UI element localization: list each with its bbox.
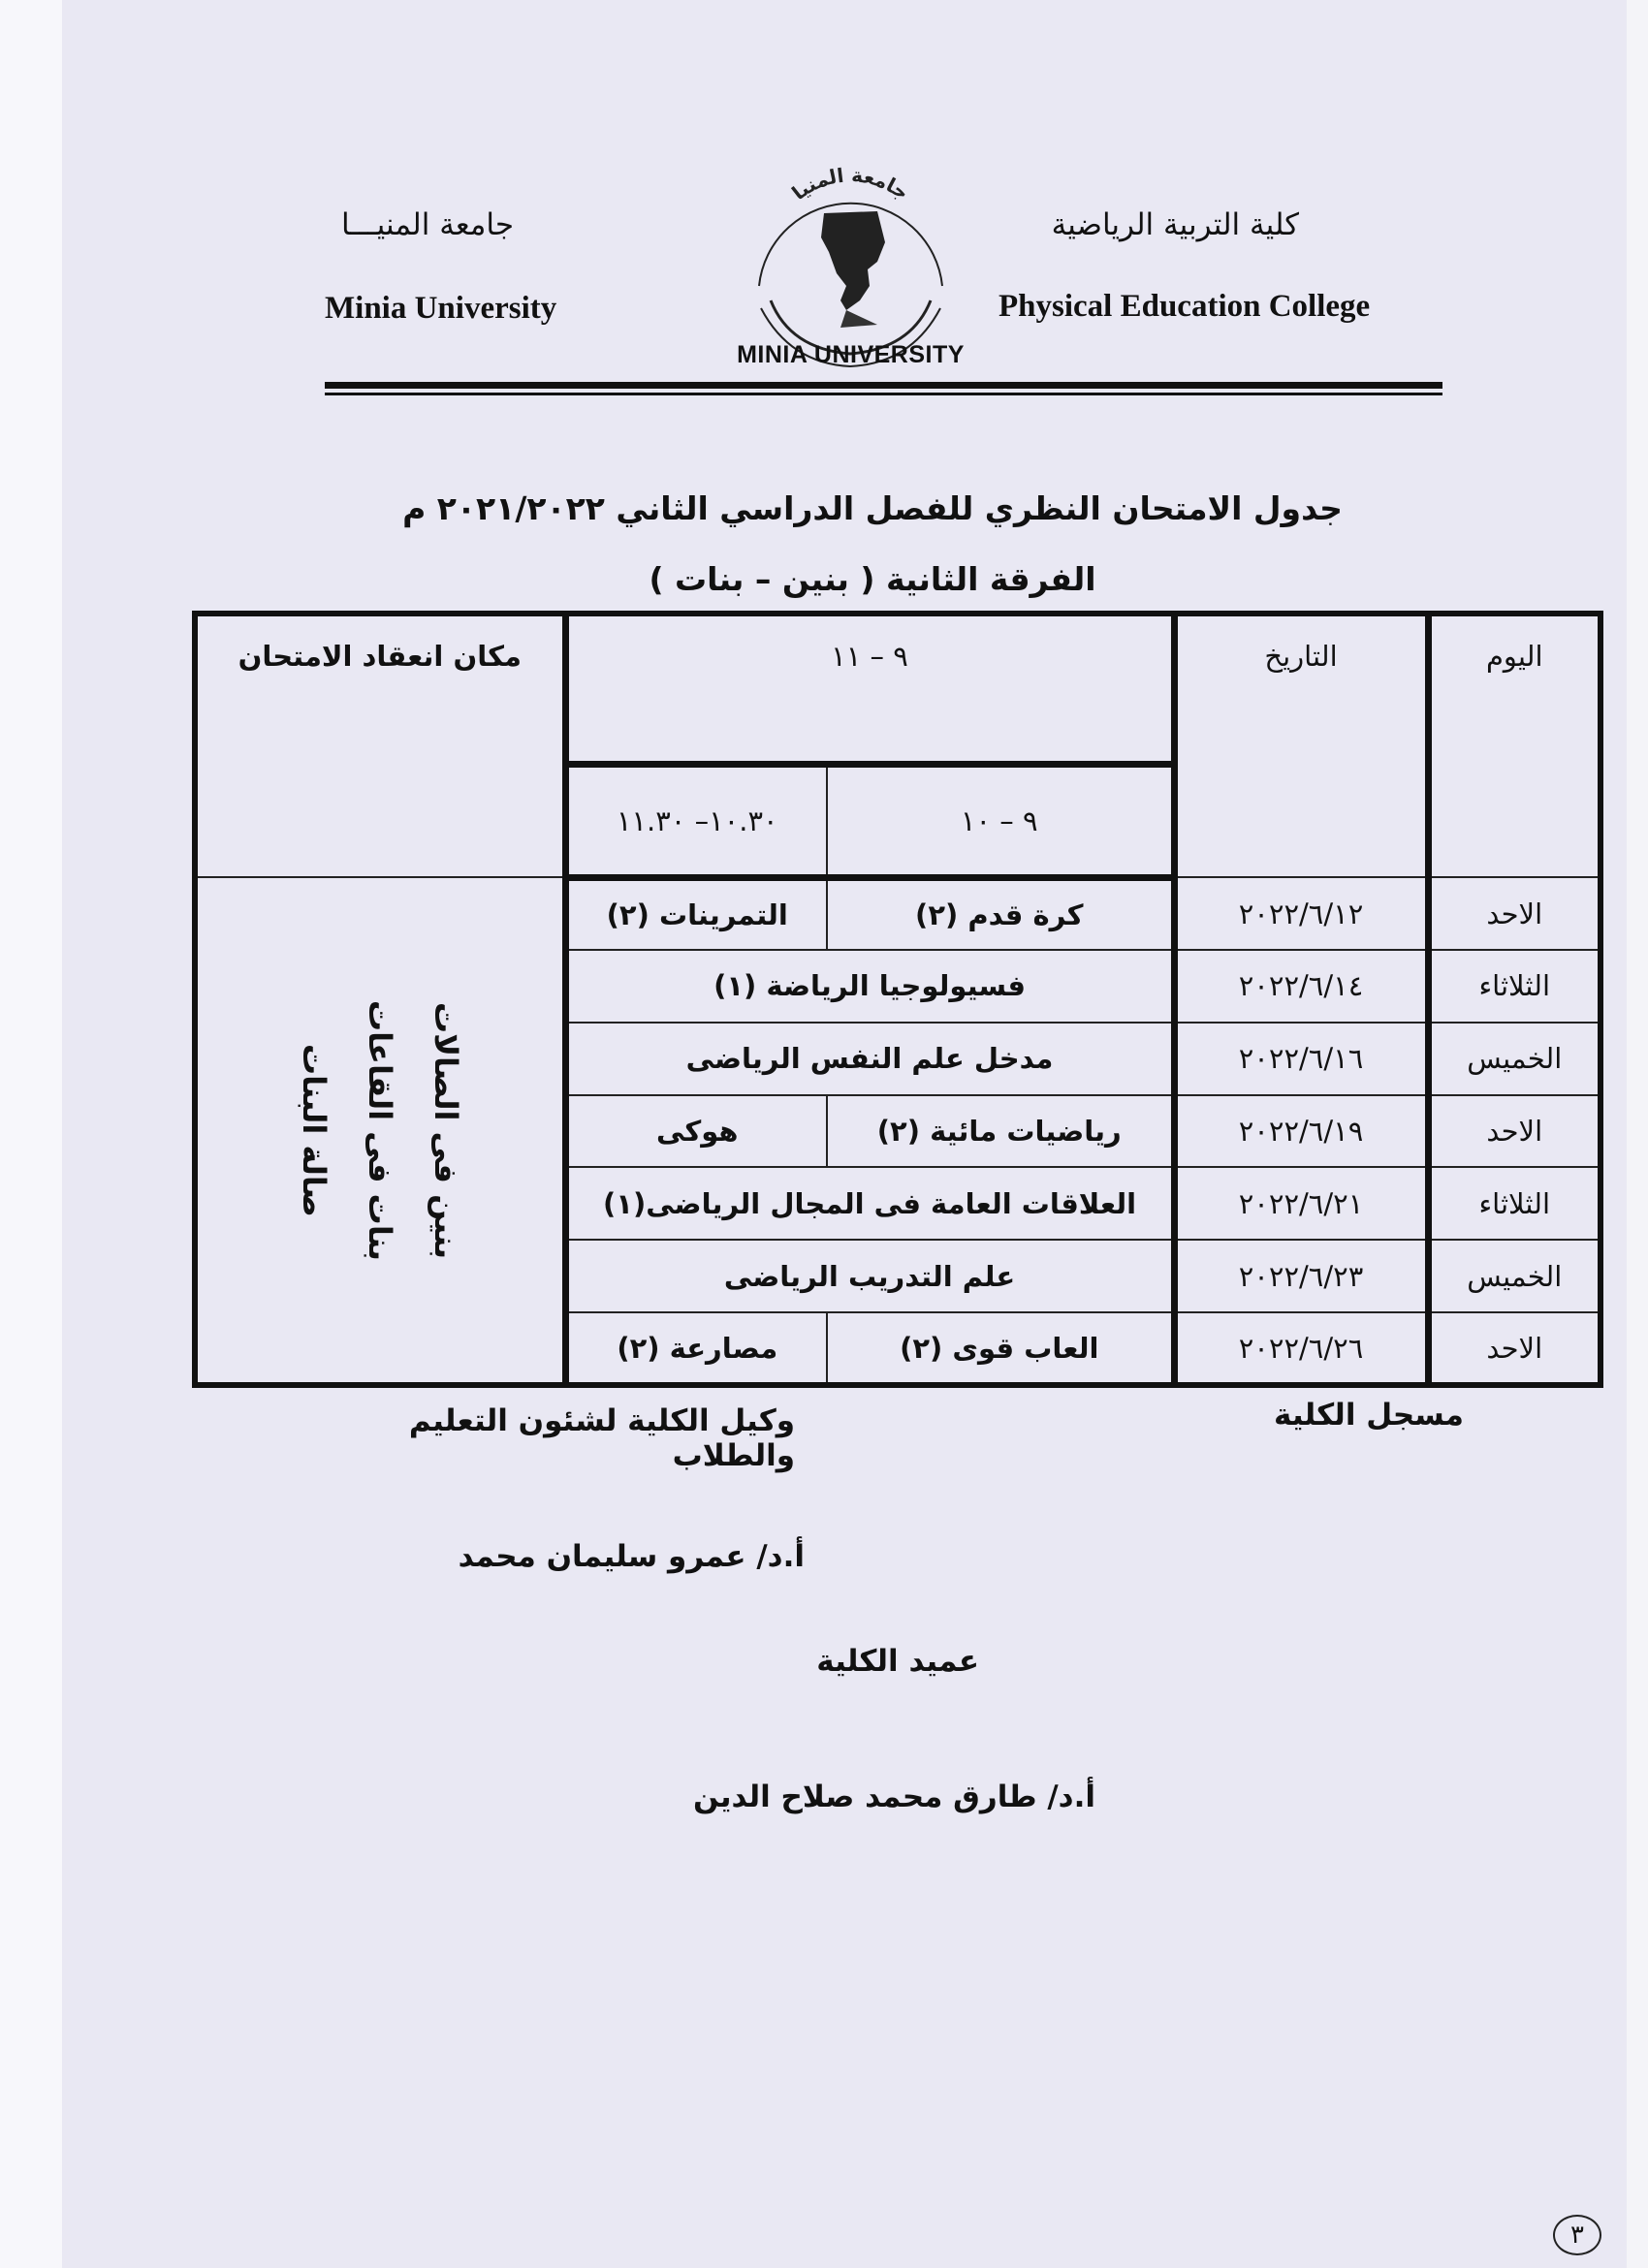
page-subtitle: الفرقة الثانية ( بنين – بنات ) — [649, 560, 1096, 598]
cell-date: ٢٠٢٢/٦/١٩ — [1174, 1095, 1428, 1168]
cell-date: ٢٠٢٢/٦/١٢ — [1174, 877, 1428, 950]
cell-day: الخميس — [1428, 1023, 1600, 1095]
logo-caption: MINIA UNIVERSITY — [737, 341, 965, 368]
cell-day: الاحد — [1428, 877, 1600, 950]
page-title: جدول الامتحان النظري للفصل الدراسي الثاني ٢٠٢١/٢٠٢٢ م — [402, 489, 1343, 527]
college-name-arabic: كلية التربية الرياضية — [1051, 207, 1299, 242]
scan-edge-right — [1627, 0, 1648, 2268]
svg-text:جامعة المنيا: جامعة المنيا — [787, 163, 914, 205]
header-slot-1: ٩ – ١٠ — [827, 765, 1174, 877]
scan-edge-left — [0, 0, 62, 2268]
cell-slot-2: التمرينات (٢) — [565, 877, 827, 950]
header-rule-thick — [325, 382, 1442, 389]
cell-slot-2: مصارعة (٢) — [565, 1312, 827, 1385]
venue-line-hall: صالة البنات — [295, 1043, 333, 1217]
header-date: التاريخ — [1174, 614, 1428, 877]
table-header-row — [195, 614, 1600, 765]
cell-subject: العلاقات العامة فى المجال الرياضى(١) — [565, 1167, 1174, 1240]
registrar-title: مسجل الكلية — [1274, 1398, 1464, 1433]
header-rule-thin — [325, 393, 1442, 395]
cell-date: ٢٠٢٢/٦/٢١ — [1174, 1167, 1428, 1240]
cell-day: الثلاثاء — [1428, 950, 1600, 1023]
cell-date: ٢٠٢٢/٦/٢٦ — [1174, 1312, 1428, 1385]
cell-date: ٢٠٢٢/٦/١٤ — [1174, 950, 1428, 1023]
cell-subject: علم التدريب الرياضى — [565, 1240, 1174, 1312]
dean-title: عميد الكلية — [816, 1644, 979, 1679]
table-row — [195, 877, 1600, 950]
college-name-english: Physical Education College — [998, 289, 1371, 324]
header-time: ٩ – ١١ — [565, 614, 1174, 765]
vice-dean-title: وكيل الكلية لشئون التعليم والطلاب — [408, 1403, 795, 1473]
cell-slot-1: العاب قوى (٢) — [827, 1312, 1174, 1385]
header-venue: مكان انعقاد الامتحان — [195, 614, 565, 877]
cell-subject: مدخل علم النفس الرياضى — [565, 1023, 1174, 1095]
cell-day: الخميس — [1428, 1240, 1600, 1312]
dean-name: أ.د/ طارق محمد صلاح الدين — [693, 1780, 1095, 1814]
cell-slot-2: هوكى — [565, 1095, 827, 1168]
cell-slot-1: رياضيات مائية (٢) — [827, 1095, 1174, 1168]
cell-subject: فسيولوجيا الرياضة (١) — [565, 950, 1174, 1023]
exam-schedule-table — [192, 611, 1603, 1388]
cell-day: الاحد — [1428, 1095, 1600, 1168]
venue-text — [281, 1000, 479, 1261]
vice-dean-name: أ.د/ عمرو سليمان محمد — [458, 1539, 805, 1574]
university-name-arabic: جامعة المنيـــا — [340, 207, 514, 242]
cell-date: ٢٠٢٢/٦/١٦ — [1174, 1023, 1428, 1095]
page-number: ٣ — [1553, 2215, 1601, 2255]
header-day: اليوم — [1428, 614, 1600, 877]
venue-line-girls: بنات فى القاعات — [361, 999, 398, 1261]
header-slot-2: ١٠.٣٠– ١١.٣٠ — [565, 765, 827, 877]
cell-day: الثلاثاء — [1428, 1167, 1600, 1240]
cell-venue — [195, 877, 565, 1385]
venue-line-boys: بنين فى الصالات — [427, 1001, 464, 1259]
cell-date: ٢٠٢٢/٦/٢٣ — [1174, 1240, 1428, 1312]
cell-day: الاحد — [1428, 1312, 1600, 1385]
university-name-english: Minia University — [325, 291, 557, 326]
cell-slot-1: كرة قدم (٢) — [827, 877, 1174, 950]
